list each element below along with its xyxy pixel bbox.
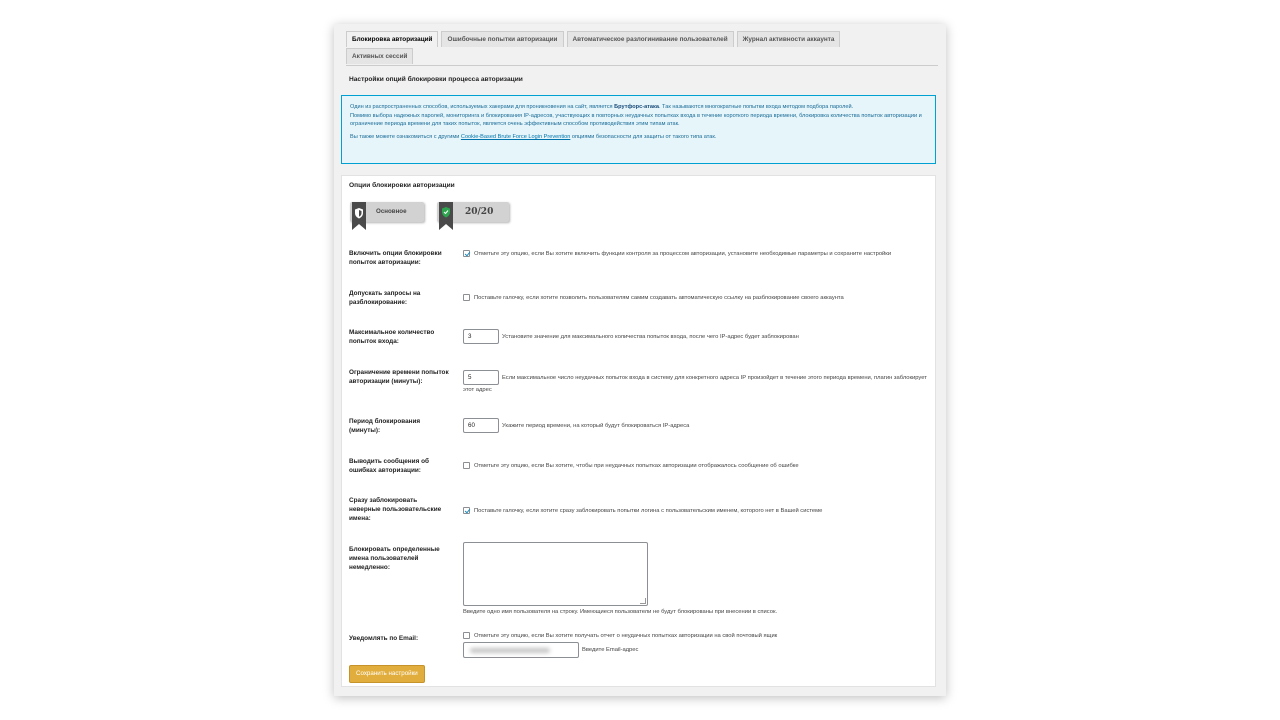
max-attempts-input[interactable]: 3 [463, 329, 499, 344]
info-text: Один из распространенных способов, используемых хакерами для проникновения на сайт, является [350, 104, 615, 110]
save-settings-button[interactable]: Сохранить настройки [349, 665, 425, 683]
enable-lockdown-desc: Отметьте эту опцию, если Вы хотите включить функции контроля за процессом авторизации, установите необходимые параметры и сохраните настройки [474, 251, 892, 257]
allow-unlock-checkbox[interactable] [463, 294, 470, 301]
info-bold: Брутфорс-атака [614, 104, 659, 110]
max-attempts-field [463, 329, 933, 344]
info-text: Вы также можете ознакомиться с другими [350, 133, 461, 140]
shield-icon [352, 202, 366, 230]
allow-unlock-desc: Поставьте галочку, если хотите позволить пользователям самим создавать автоматическую ссылку на разблокирование своего аккаунта [474, 295, 844, 301]
enable-lockdown-checkbox[interactable] [463, 250, 470, 257]
options-box-title: Опции блокировки авторизации [349, 182, 455, 189]
notify-email-label: Уведомлять по Email: [349, 635, 419, 642]
info-text: . Так называются многократные попытки входа методом подбора паролей. [658, 104, 854, 110]
enable-lockdown-label: Включить опции блокировки попыток авторизации: [349, 250, 442, 266]
email-hint: Введите Email-адрес [582, 647, 639, 653]
enable-lockdown-field [463, 249, 933, 259]
options-box [341, 175, 936, 687]
tab-activity-log[interactable]: Журнал активности аккаунта [737, 31, 841, 47]
time-limit-field [463, 370, 933, 395]
lock-period-input[interactable]: 60 [463, 418, 499, 433]
tab-bar [346, 31, 938, 65]
lock-period-desc: Укажите период времени, на который будут блокироваться IP-адреса [502, 423, 690, 430]
time-limit-desc: Если максимальное число неудачных попыток входа в систему для конкретного адреса IP произойдет в течение этого периода времени, плагин заблокирует этот адрес [463, 375, 927, 393]
lock-usernames-desc: Введите одно имя пользователя на строку. Имеющиеся пользователи не будут блокированы при внесении в список. [463, 609, 778, 615]
resize-handle[interactable] [640, 598, 646, 604]
tab-force-logout[interactable]: Автоматическое разлогинивание пользователей [567, 31, 734, 47]
lock-usernames-label: Блокировать определенные имена пользователей немедленно: [349, 546, 440, 571]
tab-failed-logins[interactable]: Ошибочные попытки авторизации [441, 31, 563, 47]
email-value-redacted [470, 648, 550, 653]
lock-usernames-textarea[interactable] [463, 542, 648, 606]
tab-login-lockdown[interactable]: Блокировка авторизаций [346, 31, 438, 47]
shield-check-icon [439, 202, 453, 230]
info-notice [341, 95, 936, 164]
security-score-badge [437, 202, 509, 222]
info-text: опциями безопасности для защиты от такого типа атак. [570, 133, 717, 140]
instant-lock-label: Сразу заблокировать неверные пользовательские имена: [349, 497, 442, 522]
tab-divider [346, 65, 938, 66]
notify-email-checkbox[interactable] [463, 632, 470, 639]
show-errors-field [463, 461, 933, 471]
instant-lock-desc: Поставьте галочку, если хотите сразу заблокировать попытки логина с пользовательским именем, которого нет в Вашей системе [474, 508, 823, 514]
notify-email-field [463, 631, 933, 641]
badge-level-text: Основное [376, 208, 407, 215]
show-errors-checkbox[interactable] [463, 462, 470, 469]
tab-active-sessions[interactable]: Активных сессий [346, 48, 413, 64]
notify-email-desc: Отметьте эту опцию, если Вы хотите получать отчет о неудачных попытках авторизации на свой почтовый ящик [474, 633, 778, 639]
time-limit-input[interactable]: 5 [463, 370, 499, 385]
section-title: Настройки опций блокировки процесса авторизации [349, 76, 523, 83]
show-errors-desc: Отметьте эту опцию, если Вы хотите, чтобы при неудачных попытках авторизации отображалось сообщение об ошибке [474, 463, 799, 469]
security-level-badge [350, 202, 424, 222]
instant-lock-field [463, 506, 933, 516]
time-limit-label: Ограничение времени попыток авторизации (минуты): [349, 369, 449, 385]
email-input[interactable] [463, 642, 579, 658]
allow-unlock-label: Допускать запросы на разблокирование: [349, 290, 421, 306]
max-attempts-label: Максимальное количество попыток входа: [349, 329, 435, 345]
info-text: Помимо выбора надежных паролей, мониторинга и блокирования IP-адресов, участвующих в повторных неудачных попытках входа в течение короткого периода времени, блокировка количества попыток авторизации и ограничение периода времени для таких попыток, является очень эффективным способом противодействия этим типам атак. [350, 112, 922, 128]
allow-unlock-field [463, 293, 933, 303]
lock-period-label: Период блокирования (минуты): [349, 418, 421, 434]
show-errors-label: Выводить сообщения об ошибках авторизации: [349, 458, 429, 474]
lock-period-field [463, 418, 933, 433]
cookie-bfl-link[interactable]: Cookie-Based Brute Force Login Prevention [460, 133, 571, 140]
badge-score-text: 20/20 [465, 207, 494, 217]
settings-panel [334, 24, 946, 696]
max-attempts-desc: Установите значение для максимального количества попыток входа, после чего IP-адрес будет заблокирован [502, 334, 799, 341]
instant-lock-checkbox[interactable] [463, 507, 470, 514]
